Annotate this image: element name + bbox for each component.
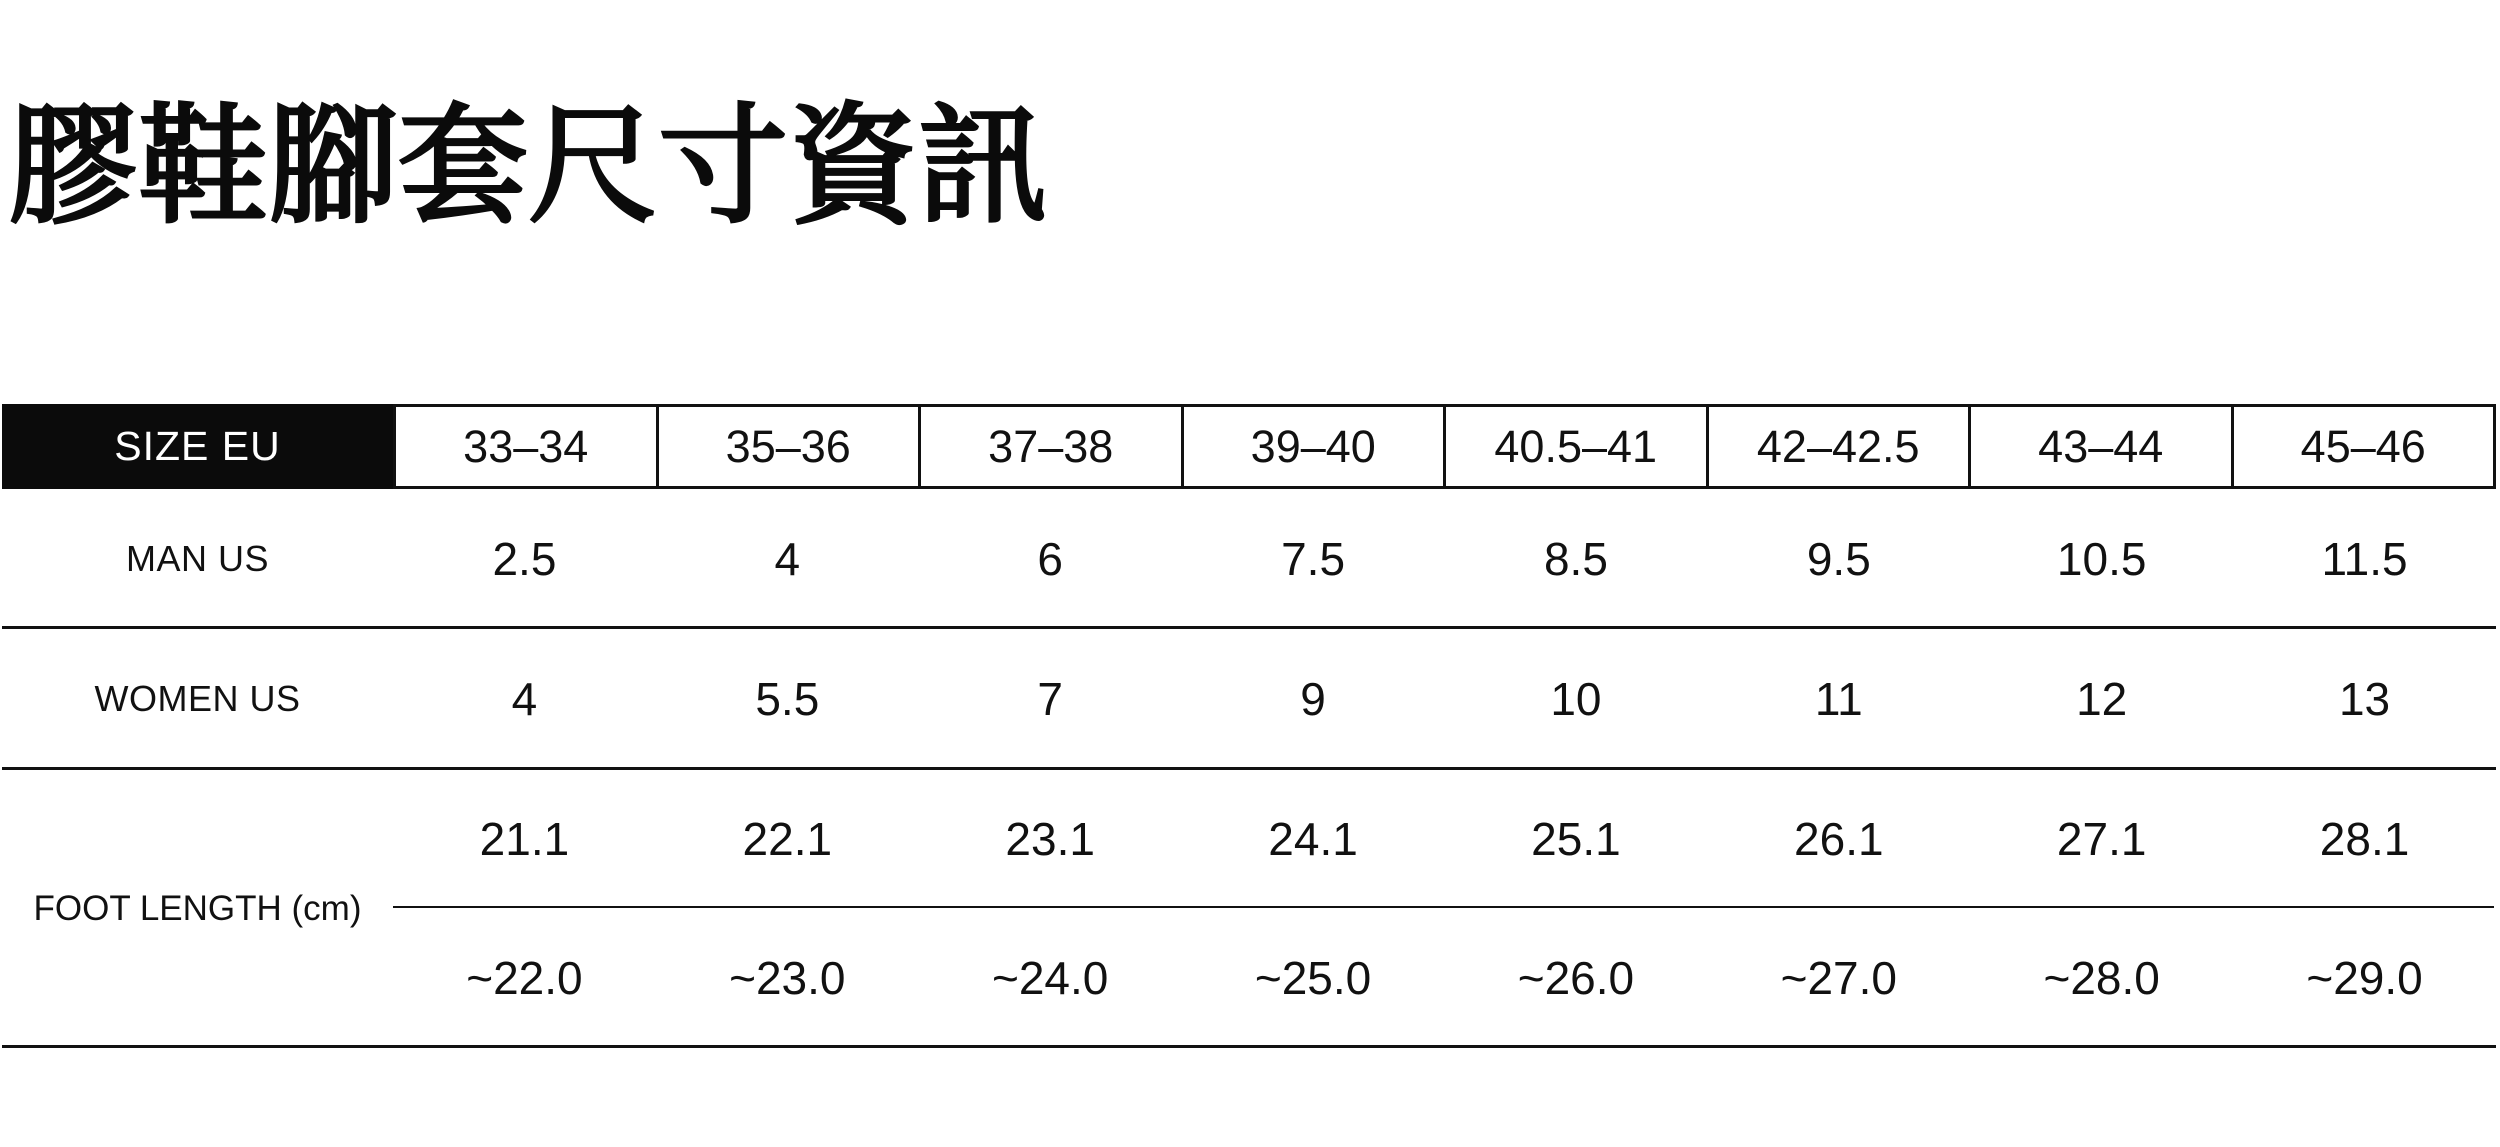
foot-length-from: 24.1 [1268, 812, 1358, 865]
foot-length-row [2, 769, 2496, 1048]
women-us-value: 12 [2076, 672, 2128, 725]
size-header-cell: 45–46 [2231, 404, 2497, 489]
row-divider-line [2, 767, 2496, 770]
size-header-cell: 43–44 [1968, 404, 2234, 489]
foot-length-from: 26.1 [1794, 812, 1884, 865]
foot-length-to: ~27.0 [1780, 952, 1898, 1004]
foot-length-from: 27.1 [2056, 812, 2147, 865]
man-us-value: 11.5 [2321, 532, 2408, 585]
women-us-value: 7 [1037, 672, 1063, 725]
row-divider-line [2, 626, 2496, 629]
foot-length-from: 28.1 [2319, 812, 2410, 865]
foot-length-from: 23.1 [1005, 812, 1095, 865]
size-eu-header-cell: SIZE EU [2, 404, 393, 489]
foot-length-to: ~23.0 [729, 952, 846, 1004]
foot-length-row-label: FOOT LENGTH (cm) [33, 888, 362, 928]
foot-length-column [1182, 769, 1445, 1048]
women-us-row-label: WOMEN US [94, 677, 301, 719]
foot-length-to: ~24.0 [991, 952, 1109, 1004]
size-table [2, 404, 2496, 1048]
women-us-value: 9 [1300, 672, 1326, 725]
size-header-cell: 35–36 [656, 404, 922, 489]
foot-length-column [1445, 769, 1708, 1048]
foot-length-column [1707, 769, 1970, 1048]
size-header-cell: 40.5–41 [1443, 404, 1709, 489]
foot-length-from: 21.1 [479, 812, 570, 865]
women-us-value: 5.5 [755, 672, 820, 725]
size-header-cell: 37–38 [918, 404, 1184, 489]
man-us-row-label: MAN US [125, 537, 269, 579]
foot-length-from: 25.1 [1531, 812, 1621, 865]
foot-length-to: ~29.0 [2306, 952, 2423, 1004]
women-us-value: 13 [2338, 672, 2391, 725]
foot-length-divider-line [393, 906, 2494, 908]
foot-length-column [393, 769, 656, 1048]
page-title: 膠鞋腳套尺寸資訊 [8, 93, 1049, 239]
foot-length-to: ~22.0 [466, 952, 583, 1004]
foot-length-to: ~25.0 [1254, 952, 1372, 1004]
foot-length-to: ~28.0 [2043, 952, 2160, 1004]
size-header-cell: 42–42.5 [1706, 404, 1972, 489]
size-header-cell: 33–34 [393, 404, 659, 489]
women-us-value: 4 [511, 672, 538, 725]
man-us-value: 7.5 [1281, 532, 1346, 585]
foot-length-column [919, 769, 1182, 1048]
man-us-value: 2.5 [492, 532, 557, 585]
man-us-value: 6 [1037, 532, 1063, 585]
foot-length-from: 22.1 [742, 812, 833, 865]
man-us-value: 9.5 [1806, 532, 1871, 585]
man-us-row [2, 489, 2496, 628]
women-us-row [2, 628, 2496, 769]
man-us-value: 8.5 [1543, 532, 1608, 585]
size-header-cell: 39–40 [1181, 404, 1447, 489]
man-us-value: 10.5 [2056, 532, 2147, 585]
foot-length-column [2233, 769, 2496, 1048]
man-us-value: 4 [774, 532, 801, 585]
foot-length-column [656, 769, 919, 1048]
foot-length-to: ~26.0 [1517, 952, 1635, 1004]
women-us-value: 11 [1814, 672, 1863, 725]
women-us-value: 10 [1550, 672, 1602, 725]
table-bottom-line [2, 1045, 2496, 1048]
header-row [2, 404, 2496, 489]
foot-length-column [1970, 769, 2233, 1048]
